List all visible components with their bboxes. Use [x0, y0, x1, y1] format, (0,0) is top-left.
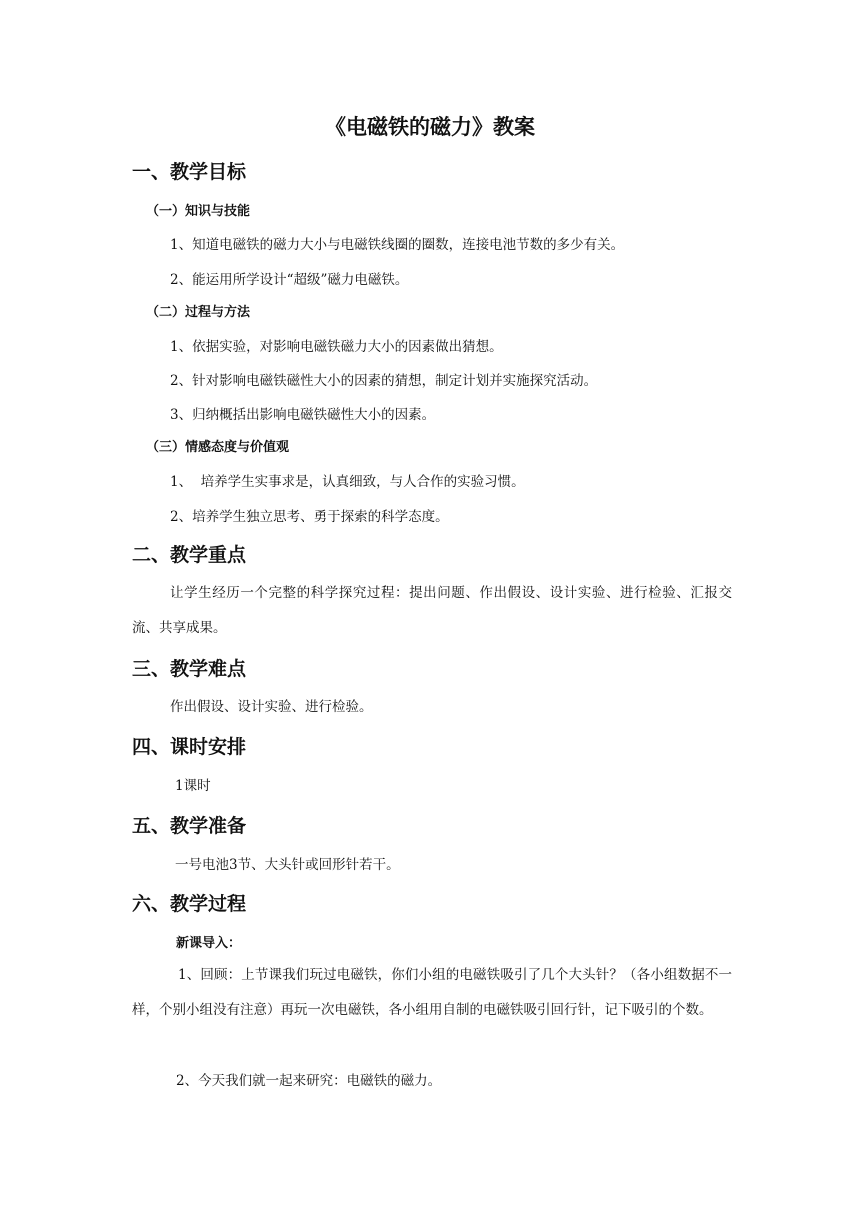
section-heading-preparation: 五、教学准备: [132, 815, 247, 837]
list-item: 2、能运用所学设计“超级”磁力电磁铁。: [170, 272, 409, 288]
list-item: 1、知道电磁铁的磁力大小与电磁铁线圈的圈数，连接电池节数的多少有关。: [170, 237, 625, 253]
subheading-lesson-intro: 新课导入：: [176, 936, 242, 951]
subheading-attitudes-values: （三）情感态度与价值观: [146, 440, 290, 455]
intro-paragraph-2: 2、今天我们就一起来研究：电磁铁的磁力。: [176, 1073, 442, 1089]
section-heading-teaching-goals: 一、教学目标: [132, 161, 247, 183]
section-heading-process: 六、教学过程: [132, 893, 247, 915]
difficulties-text: 作出假设、设计实验、进行检验。: [170, 699, 373, 715]
key-points-paragraph: 让学生经历一个完整的科学探究过程：提出问题、作出假设、设计实验、进行检验、汇报交流、共享成果。: [132, 585, 732, 636]
preparation-text: 一号电池3节、大头针或回形针若干。: [175, 857, 400, 873]
document-title: 《电磁铁的磁力》教案: [325, 115, 535, 139]
section-heading-schedule: 四、课时安排: [132, 736, 247, 758]
subheading-process-methods: （二）过程与方法: [146, 305, 251, 320]
list-item: 1、 培养学生实事求是，认真细致，与人合作的实验习惯。: [170, 474, 525, 490]
intro-paragraph-1: 1、回顾：上节课我们玩过电磁铁，你们小组的电磁铁吸引了几个大头针？（各小组数据不一样，个别小组没有注意）再玩一次电磁铁，各小组用自制的电磁铁吸引回行针，记下吸引的个数。: [132, 967, 732, 1018]
subheading-knowledge-skills: （一）知识与技能: [146, 204, 251, 219]
section-heading-key-points: 二、教学重点: [132, 544, 247, 566]
schedule-text: 1课时: [175, 778, 211, 794]
list-item: 1、依据实验，对影响电磁铁磁力大小的因素做出猜想。: [170, 339, 503, 355]
list-item: 2、针对影响电磁铁磁性大小的因素的猜想，制定计划并实施探究活动。: [170, 373, 598, 389]
section-heading-difficulties: 三、教学难点: [132, 658, 247, 680]
list-item: 2、培养学生独立思考、勇于探索的科学态度。: [170, 509, 449, 525]
list-item: 3、归纳概括出影响电磁铁磁性大小的因素。: [170, 407, 436, 423]
